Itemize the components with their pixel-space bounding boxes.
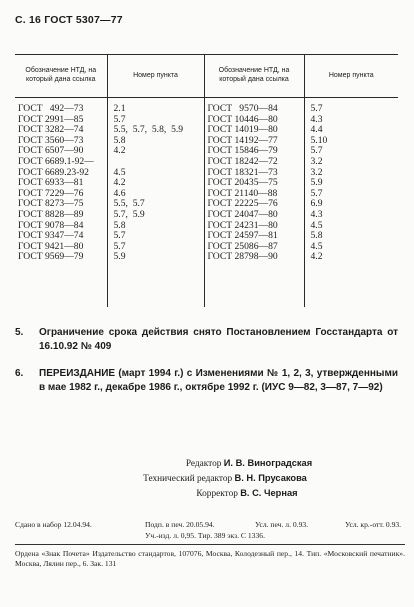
divider	[15, 544, 405, 545]
table-cell: ГОСТ 10446—80	[207, 113, 278, 125]
table-cell: 5.8	[113, 134, 126, 146]
paragraph-5	[15, 326, 398, 354]
table-cell: ГОСТ 6933—81	[18, 177, 84, 189]
print-info-cell: Сдано в набор 12.04.94.	[15, 520, 92, 529]
table-cell: ГОСТ 9347—74	[18, 230, 84, 242]
table-cell: 4.4	[310, 124, 323, 136]
table-cell: 4.6	[113, 187, 126, 199]
table-cell: 5.7	[310, 103, 323, 114]
table-cell: 5.9	[113, 251, 126, 263]
table-cell	[114, 157, 204, 168]
print-info-cell: Уч.-изд. л. 0,95. Тир. 389 экз. С 1336.	[145, 530, 265, 540]
credit-role: Корректор	[196, 489, 238, 499]
table-cell: ГОСТ 20435—75	[207, 177, 278, 189]
right-gost-column	[204, 104, 304, 263]
table-cell: ГОСТ 14192—77	[207, 134, 278, 146]
table-cell: 5.7, 5.9	[113, 208, 145, 220]
table-cell: ГОСТ 9570—84	[207, 103, 278, 114]
table-cell: ГОСТ 3560—73	[18, 134, 84, 146]
table-cell: 5.8	[113, 219, 126, 231]
header-designation-left: Обозначение НТД, на который дана ссылка	[15, 55, 107, 98]
table-cell: ГОСТ 24597—81	[207, 230, 278, 242]
table-header-row	[15, 55, 398, 98]
credit-name: В. С. Черная	[240, 488, 298, 498]
print-info-cell: Усл. кр.-отт. 0.93.	[345, 520, 402, 529]
table-cell: ГОСТ 7229—76	[18, 187, 84, 199]
table-cell: 3.2	[310, 166, 323, 178]
print-info-cell: Усл. печ. л. 0.93.	[255, 520, 309, 529]
table-cell: 5.9	[310, 177, 323, 189]
table-cell: ГОСТ 492—73	[18, 103, 84, 114]
table-cell: 4.3	[310, 208, 323, 220]
table-cell: ГОСТ 3282—74	[18, 124, 84, 136]
credit-role: Технический редактор	[143, 474, 233, 484]
print-info-row-1	[15, 520, 405, 531]
table-cell: 4.2	[113, 177, 126, 189]
table-cell: 6.9	[310, 198, 323, 210]
table-cell: ГОСТ 9421—80	[18, 240, 84, 252]
table-cell: ГОСТ 18321—73	[207, 166, 278, 178]
table-cell: ГОСТ 6689.23-92	[18, 166, 89, 178]
table-cell: 4.5	[310, 219, 323, 231]
table-cell: ГОСТ 2991—85	[18, 113, 84, 125]
credit-role: Редактор	[185, 459, 222, 469]
table-cell: 5.5, 5.7, 5.8, 5.9	[113, 124, 184, 136]
table-cell: ГОСТ 9078—84	[18, 219, 84, 231]
credit-editor	[42, 456, 414, 472]
table-cell: 4.3	[310, 113, 323, 125]
table-cell: ГОСТ 18242—72	[207, 155, 278, 167]
table-cell: 5.5, 5.7	[113, 198, 145, 210]
table-cell: 3.2	[310, 155, 323, 167]
publisher-imprint: Ордена «Знак Почета» Издательство стандартов, 107076, Москва, Колодезный пер., 14. Тип. «Московский печатник». Москва, Лялин пер., 6. Зак. 131	[15, 549, 405, 568]
paragraph-text: ПЕРЕИЗДАНИЕ (март 1994 г.) с Изменениями № 1, 2, 3, утвержденными в мае 1982 г., декабре 1986 г., октябре 1992 г. (ИУС 9—82, 3—87, 7—92)	[39, 368, 398, 393]
print-info-cell: Подп. в печ. 20.05.94.	[145, 520, 215, 529]
header-designation-right: Обозначение НТД, на который дана ссылка	[204, 55, 304, 98]
table-cell: 5.7	[113, 113, 126, 125]
credit-name: И. В. Виноградская	[223, 458, 313, 468]
table-cell: 5.7	[310, 145, 323, 157]
table-cell: ГОСТ 8828—89	[18, 208, 84, 220]
table-cell: ГОСТ 24047—80	[207, 208, 278, 220]
table-cell: 5.7	[113, 230, 126, 242]
table-cell: ГОСТ 6507—90	[18, 145, 84, 157]
table-cell: ГОСТ 25086—87	[207, 240, 278, 252]
credit-name: В. Н. Прусакова	[234, 473, 307, 483]
table-cell: 4.2	[113, 145, 126, 157]
table-cell: 5.7	[113, 240, 126, 252]
table-cell: 4.5	[310, 240, 323, 252]
paragraph-number: 5.	[15, 327, 24, 338]
table-cell: ГОСТ 15846—79	[207, 145, 278, 157]
paragraph-number: 6.	[15, 368, 24, 379]
table-cell: ГОСТ 6689.1-92—	[18, 155, 94, 167]
table-cell: 5.7	[310, 187, 323, 199]
print-info	[15, 520, 405, 541]
print-info-cell	[15, 531, 145, 542]
left-gost-column	[15, 104, 107, 263]
credit-tech-editor	[18, 471, 414, 487]
print-info-row-2	[15, 531, 405, 542]
paragraph-6	[15, 367, 398, 395]
right-points-column	[304, 104, 398, 263]
header-point-right: Номер пункта	[304, 55, 398, 98]
table-cell: ГОСТ 14019—80	[207, 124, 278, 136]
reference-table	[15, 54, 398, 307]
header-point-left: Номер пункта	[107, 55, 204, 98]
table-cell: ГОСТ 24231—80	[207, 219, 278, 231]
paragraph-text: Ограничение срока действия снято Постановлением Госстандарта от 16.10.92 № 409	[39, 327, 398, 352]
table-cell: ГОСТ 21140—88	[207, 187, 278, 199]
table-body-row	[15, 104, 398, 263]
table-cell: ГОСТ 8273—75	[18, 198, 84, 210]
table-cell: ГОСТ 22225—76	[207, 198, 278, 210]
credit-corrector	[40, 486, 414, 502]
table-cell: ГОСТ 9569—79	[18, 251, 84, 263]
table-cell: ГОСТ 28798—90	[207, 251, 278, 263]
table-cell: 5.10	[310, 134, 328, 146]
table-cell: 4.5	[113, 166, 126, 178]
table-cell: 2.1	[113, 103, 126, 114]
page-header: С. 16 ГОСТ 5307—77	[15, 14, 123, 26]
table-cell: 5.8	[310, 230, 323, 242]
table-cell: 4.2	[310, 251, 323, 263]
left-points-column	[107, 104, 204, 263]
